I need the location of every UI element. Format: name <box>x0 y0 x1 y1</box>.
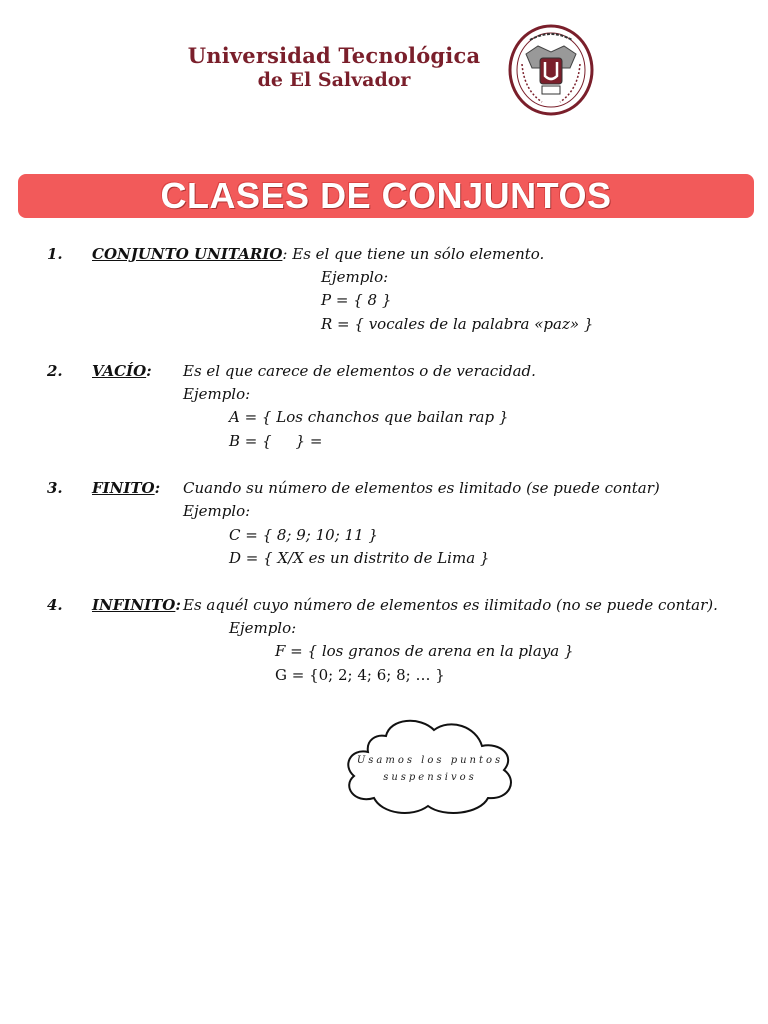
item-number: 1. <box>47 245 63 263</box>
item-definition: Es el que tiene un sólo elemento. <box>292 245 545 263</box>
term-colon: : <box>146 362 152 380</box>
example-label: Ejemplo: <box>183 502 251 520</box>
term-colon: : <box>175 596 181 614</box>
example-line: C = { 8; 9; 10; 11 } <box>229 526 378 544</box>
term-colon: : <box>154 479 161 497</box>
cloud-text-line1: Usamos los puntos <box>356 755 504 766</box>
cloud-text-line2: suspensivos <box>383 772 477 783</box>
cloud-text <box>340 752 520 786</box>
term-colon: : <box>282 245 288 263</box>
university-name <box>173 44 495 92</box>
item-number: 4. <box>47 596 63 614</box>
example-line: A = { Los chanchos que bailan rap } <box>229 408 509 426</box>
item-definition: Es aquél cuyo número de elementos es ilimitado (no se puede contar). <box>183 596 718 614</box>
cloud-callout <box>340 714 520 822</box>
example-line: B = { } = <box>229 432 323 450</box>
item-term-line <box>92 360 152 382</box>
item-term: FINITO <box>92 479 155 497</box>
item-term-line <box>92 477 160 499</box>
example-label: Ejemplo: <box>183 385 251 403</box>
page-title: CLASES DE CONJUNTOS <box>160 175 612 216</box>
example-line: G = {0; 2; 4; 6; 8; … } <box>275 666 445 684</box>
example-line: P = { 8 } <box>321 291 392 309</box>
example-label: Ejemplo: <box>321 268 389 286</box>
university-seal-icon <box>508 24 594 116</box>
example-line: R = { vocales de la palabra «paz» } <box>321 315 594 333</box>
item-definition: Es el que carece de elementos o de veracidad. <box>183 362 536 380</box>
item-term-line <box>92 594 181 616</box>
item-term: CONJUNTO UNITARIO <box>92 245 283 263</box>
item-number: 3. <box>47 479 63 497</box>
university-name-line1: Universidad Tecnológica <box>187 43 481 68</box>
example-line: F = { los granos de arena en la playa } <box>275 642 574 660</box>
document-header <box>0 0 768 150</box>
university-name-line2: de El Salvador <box>257 69 411 91</box>
item-term: INFINITO <box>92 596 176 614</box>
title-banner <box>18 174 754 218</box>
example-line: D = { X/X es un distrito de Lima } <box>229 549 490 567</box>
item-number: 2. <box>47 362 63 380</box>
item-heading <box>92 243 544 265</box>
example-label: Ejemplo: <box>229 619 297 637</box>
item-term: VACÍO <box>92 362 147 380</box>
item-definition: Cuando su número de elementos es limitado (se puede contar) <box>183 479 660 497</box>
